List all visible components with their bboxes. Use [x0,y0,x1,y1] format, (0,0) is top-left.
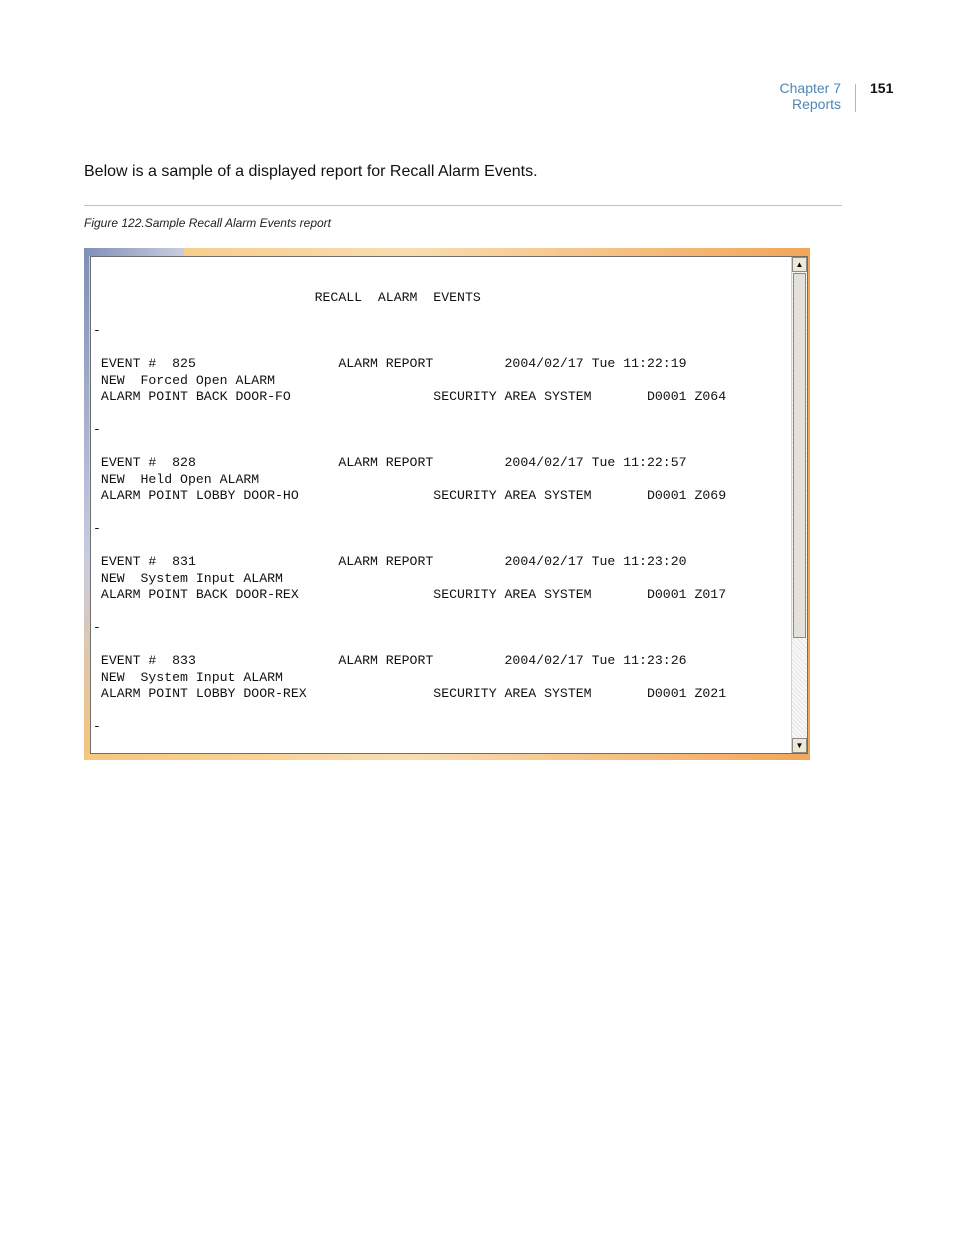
report-line: EVENT # 828 ALARM REPORT 2004/02/17 Tue 11:22:57 [93,455,687,470]
report-line: EVENT # 825 ALARM REPORT 2004/02/17 Tue 11:22:19 [93,356,687,371]
report-line [93,307,726,324]
section-label: Reports [791,96,841,112]
report-line: EVENT # 831 ALARM REPORT 2004/02/17 Tue 11:23:20 [93,554,687,569]
report-line: EVENT # 833 ALARM REPORT 2004/02/17 Tue 11:23:26 [93,653,687,668]
report-line [93,406,726,423]
intro-paragraph: Below is a sample of a displayed report for Recall Alarm Events. [84,163,538,180]
report-line: - [93,323,101,338]
report-line [93,604,726,621]
report-line: NEW Held Open ALARM [93,471,260,487]
arrow-down-icon: ▼ [795,740,804,750]
report-line: NEW Forced Open ALARM [93,372,276,388]
report-line [93,274,726,291]
chapter-label: Chapter 7 [779,80,841,96]
arrow-up-icon: ▲ [795,259,804,269]
report-line: - [93,719,101,734]
report-line: - [93,422,101,437]
report-window[interactable] [90,256,808,754]
report-line: ALARM POINT LOBBY DOOR-REX SECURITY AREA SYSTEM D0001 Z021 [93,686,727,701]
running-header [780,80,841,112]
figure-caption: Figure 122.Sample Recall Alarm Events report [84,216,331,230]
report-line: ALARM POINT LOBBY DOOR-HO SECURITY AREA SYSTEM D0001 Z069 [93,488,727,503]
report-line [93,637,726,654]
report-line: ALARM POINT BACK DOOR-FO SECURITY AREA SYSTEM D0001 Z064 [93,389,727,404]
horizontal-rule [84,205,842,206]
header-divider [855,84,856,112]
scroll-down-button[interactable] [792,738,807,753]
report-line: - [93,620,101,635]
window-left-border [84,256,89,753]
report-line [93,439,726,456]
scroll-thumb[interactable] [793,273,806,638]
report-line: - [93,521,101,536]
scroll-up-button[interactable] [792,257,807,272]
report-line: NEW System Input ALARM [93,669,283,685]
report-line [93,703,726,720]
report-line [93,257,726,274]
report-line: RECALL ALARM EVENTS [93,290,481,305]
report-text [93,257,726,736]
report-line [93,505,726,522]
report-line [93,538,726,555]
report-line [93,340,726,357]
screenshot-frame [84,248,810,760]
page-number: 151 [870,80,894,96]
window-titlebar [84,248,184,256]
vertical-scrollbar[interactable] [791,257,807,753]
report-line: NEW System Input ALARM [93,570,283,586]
report-line: ALARM POINT BACK DOOR-REX SECURITY AREA SYSTEM D0001 Z017 [93,587,727,602]
